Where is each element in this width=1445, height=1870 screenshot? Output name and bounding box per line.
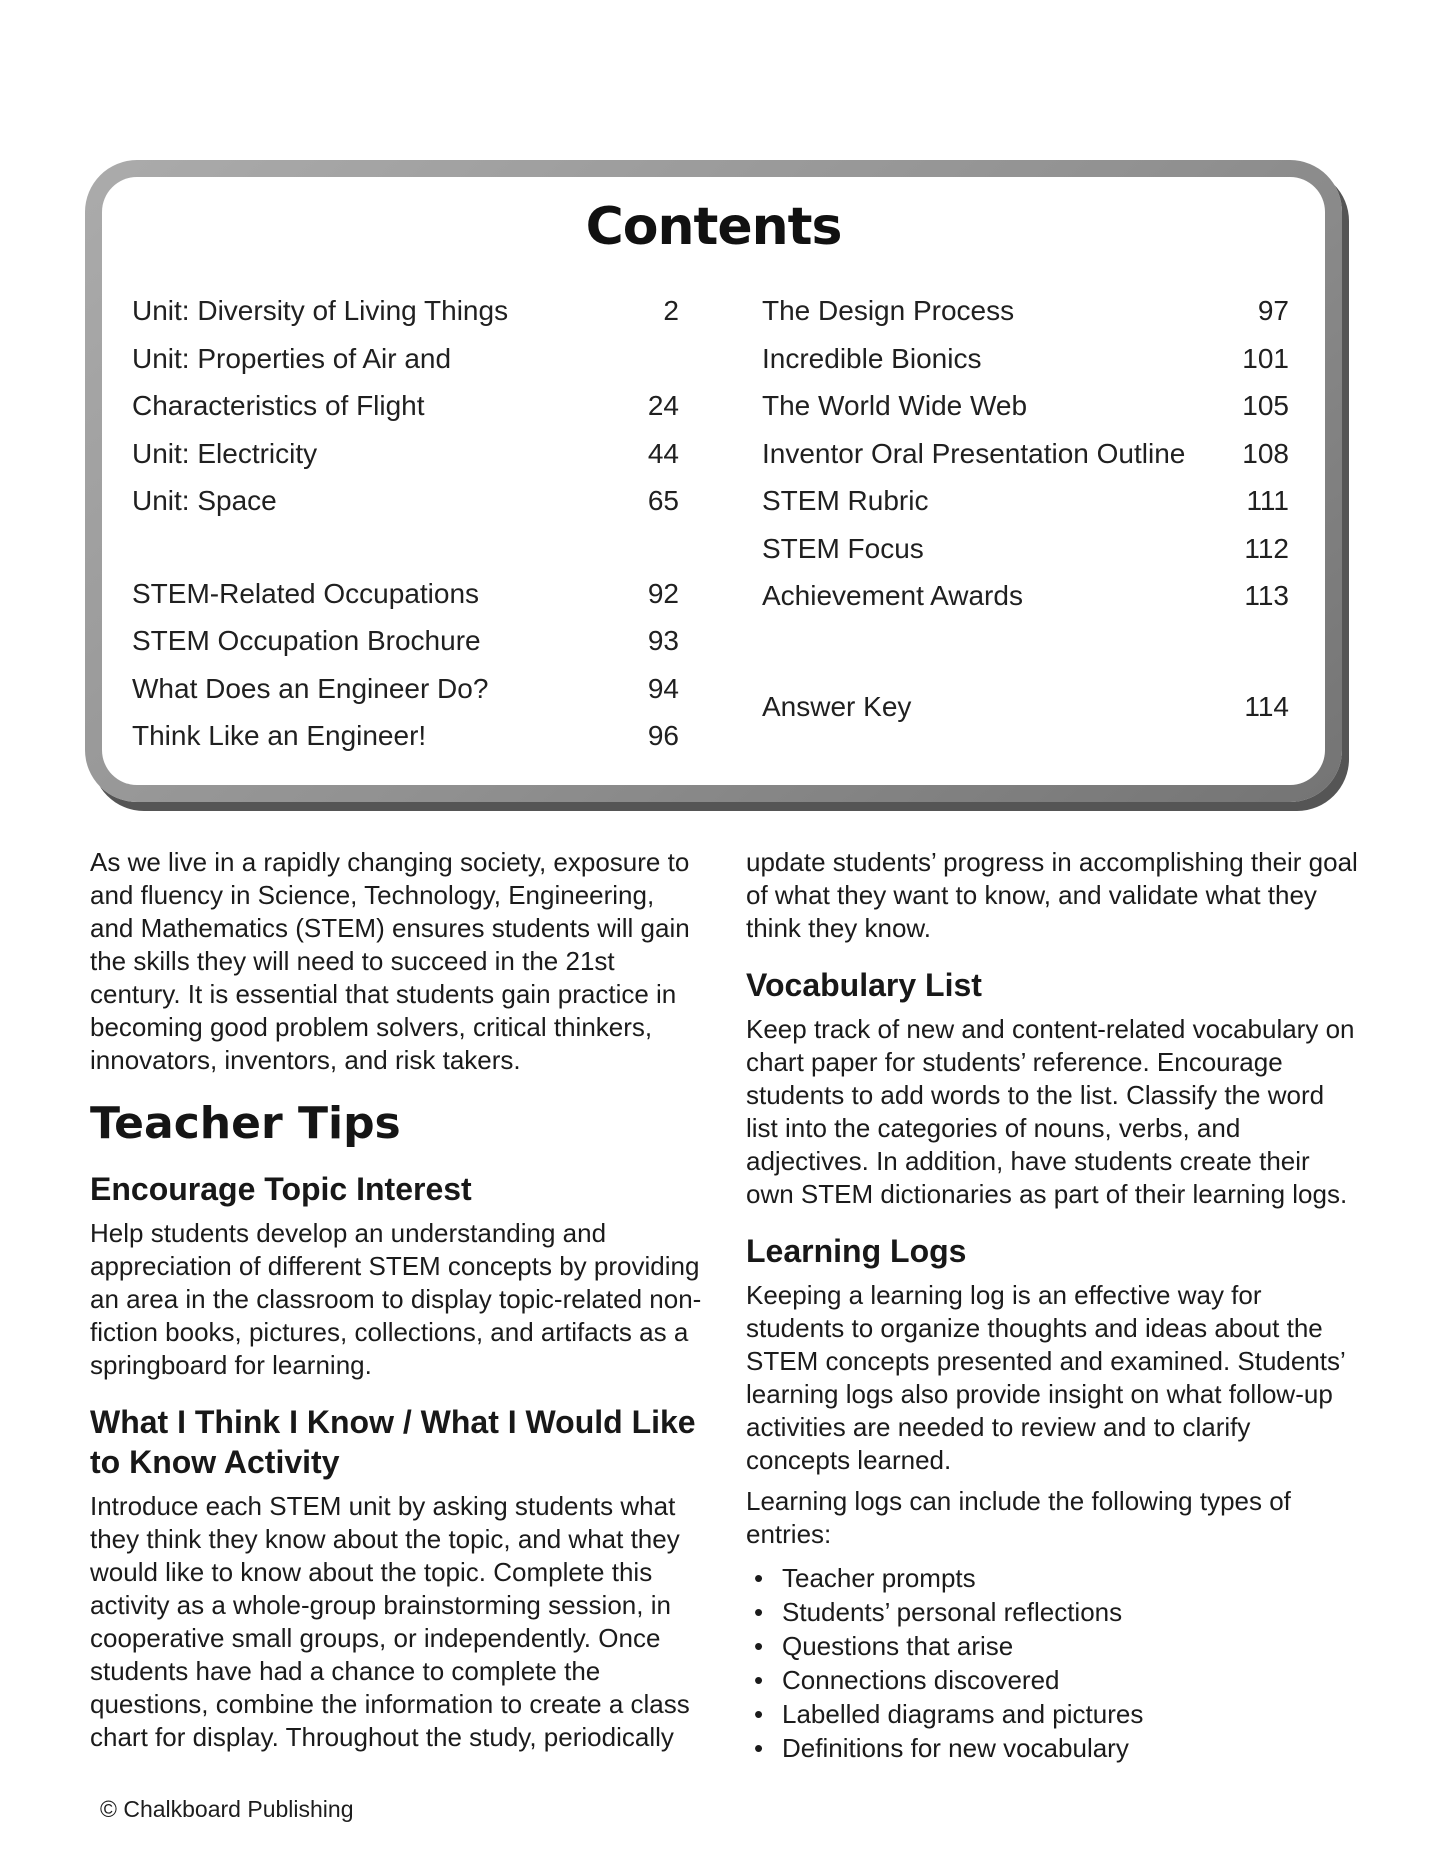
toc-entry-label bbox=[762, 620, 770, 683]
toc-entry-page-number: 101 bbox=[1242, 342, 1289, 374]
learning-log-entry-type: • Connections discovered bbox=[746, 1663, 1358, 1697]
toc-entry bbox=[762, 287, 1289, 335]
toc-entry bbox=[762, 430, 1289, 478]
learning-logs-heading: Learning Logs bbox=[746, 1233, 967, 1269]
toc-entry-label: The World Wide Web bbox=[762, 390, 1028, 421]
toc-entry bbox=[762, 335, 1289, 383]
learning-log-entry-type: • Students’ personal reflections bbox=[746, 1595, 1358, 1629]
body-columns bbox=[90, 846, 1360, 1765]
toc-entry-page-number: 112 bbox=[1244, 532, 1289, 564]
learning-logs-intro-to-list: Learning logs can include the following types of entries: bbox=[746, 1486, 1291, 1549]
toc-entry bbox=[132, 665, 679, 713]
toc-entry bbox=[762, 572, 1289, 620]
toc-entry-page-number: 114 bbox=[1244, 690, 1289, 722]
toc-entry-label: What Does an Engineer Do? bbox=[132, 672, 489, 704]
toc-column-left bbox=[132, 287, 679, 760]
learning-log-entry-type: • Teacher prompts bbox=[746, 1561, 1358, 1595]
toc-entry-page-number: 97 bbox=[1257, 295, 1289, 326]
toc-entry-label: Unit: Diversity of Living Things bbox=[132, 295, 509, 326]
toc-entry bbox=[132, 287, 679, 335]
toc-entry bbox=[132, 712, 679, 760]
toc-entry-label: Answer Key bbox=[762, 690, 912, 722]
toc-entry bbox=[132, 477, 679, 525]
toc-column-right bbox=[762, 287, 1289, 760]
toc-entry-page-number: 113 bbox=[1244, 580, 1289, 611]
encourage-topic-interest-heading: Encourage Topic Interest bbox=[90, 1171, 472, 1207]
toc-entry-label: Unit: Properties of Air and bbox=[132, 342, 452, 374]
toc-entry-label: Unit: Space bbox=[132, 485, 277, 516]
toc-entry-label: STEM Focus bbox=[762, 532, 924, 564]
vocabulary-list-heading: Vocabulary List bbox=[746, 967, 982, 1003]
toc-entry bbox=[132, 570, 679, 618]
toc-entry-label: STEM Occupation Brochure bbox=[132, 625, 481, 656]
toc-entry-page-number: 111 bbox=[1246, 485, 1289, 516]
copyright-footer: © Chalkboard Publishing bbox=[100, 1796, 354, 1822]
learning-log-entry-type: • Definitions for new vocabulary bbox=[746, 1731, 1358, 1765]
toc-entry bbox=[132, 382, 679, 430]
learning-logs-paragraph: Keeping a learning log is an effective way for students to organize thoughts and ideas about the STEM concepts presented and examined. Students’ learning logs also provide insight on what follow-up activities are needed to review and to clarify concepts learned. bbox=[746, 1280, 1345, 1475]
contents-box bbox=[85, 160, 1342, 802]
body-column-left bbox=[90, 846, 702, 1765]
toc-entry-page-number: 108 bbox=[1242, 437, 1289, 469]
toc-entry-page-number: 44 bbox=[647, 437, 679, 469]
encourage-topic-interest-paragraph: Help students develop an understanding and appreciation of different STEM concepts by providing an area in the classroom to display topic-related non-fiction books, pictures, collections, and artifacts as a springboard for learning. bbox=[90, 1218, 702, 1380]
what-i-think-i-know-heading: What I Think I Know / What I Would Like to Know Activity bbox=[90, 1404, 696, 1480]
toc-entry bbox=[762, 382, 1289, 430]
toc-entry-label: Characteristics of Flight bbox=[132, 390, 425, 421]
toc-entry-page-number: 92 bbox=[647, 577, 679, 609]
toc-entry-label: Incredible Bionics bbox=[762, 342, 982, 374]
continuation-paragraph: update students’ progress in accomplishing their goal of what they want to know, and validate what they think they know. bbox=[746, 847, 1358, 943]
learning-log-entry-type: • Labelled diagrams and pictures bbox=[746, 1697, 1358, 1731]
toc-entry-label: Unit: Electricity bbox=[132, 437, 318, 469]
toc-entry-page-number: 2 bbox=[663, 295, 679, 326]
toc-entry bbox=[132, 335, 679, 383]
toc-entry bbox=[762, 683, 1289, 731]
intro-paragraph: As we live in a rapidly changing society, exposure to and fluency in Science, Technology, Engineering, and Mathematics (STEM) ensures students will gain the skills they will need to succeed in the 21st century. It is essential that students gain practice in becoming good problem solvers, critical thinkers, innovators, inventors, and risk takers. bbox=[90, 847, 690, 1075]
toc-entry-label: Achievement Awards bbox=[762, 580, 1023, 611]
toc-entry-label: STEM Rubric bbox=[762, 485, 929, 516]
toc-entry-label: STEM-Related Occupations bbox=[132, 577, 480, 609]
toc-spacer bbox=[132, 525, 679, 570]
toc-entry bbox=[762, 477, 1289, 525]
learning-log-entry-type: • Questions that arise bbox=[746, 1629, 1358, 1663]
toc-entry-page-number: 105 bbox=[1242, 390, 1289, 421]
toc-entry-page-number: 93 bbox=[647, 625, 679, 656]
toc-entry-page-number: 65 bbox=[647, 485, 679, 516]
toc-entry bbox=[132, 430, 679, 478]
toc-entry-label: Inventor Oral Presentation Outline bbox=[762, 437, 1186, 469]
learning-log-entry-types-list bbox=[746, 1561, 1358, 1765]
toc-entry bbox=[762, 525, 1289, 573]
contents-title: Contents bbox=[585, 197, 842, 257]
toc-entry-page-number: 24 bbox=[647, 390, 679, 421]
body-column-right bbox=[746, 846, 1358, 1765]
toc-entry bbox=[132, 617, 679, 665]
toc-entry-label: Think Like an Engineer! bbox=[132, 720, 427, 751]
toc-entry-label bbox=[132, 525, 140, 570]
teacher-tips-heading: Teacher Tips bbox=[90, 1098, 401, 1149]
toc-entry-label: The Design Process bbox=[762, 295, 1015, 326]
toc-entry-page-number: 94 bbox=[647, 672, 679, 704]
vocabulary-list-paragraph: Keep track of new and content-related vocabulary on chart paper for students’ reference. Encourage students to add words to the list. Classify the word list into the categories of nouns, verbs, and adjectives. In addition, have students create their own STEM dictionaries as part of their learning logs. bbox=[746, 1014, 1355, 1209]
toc-entry-page-number: 96 bbox=[647, 720, 679, 751]
toc-spacer bbox=[762, 620, 1289, 683]
what-i-think-i-know-paragraph: Introduce each STEM unit by asking students what they think they know about the topic, and what they would like to know about the topic. Complete this activity as a whole-group brainstorming session, in cooperative small groups, or independently. Once students have had a chance to complete the questions, combine the information to create a class chart for display. Throughout the study, periodically bbox=[90, 1491, 690, 1752]
table-of-contents bbox=[102, 257, 1325, 760]
